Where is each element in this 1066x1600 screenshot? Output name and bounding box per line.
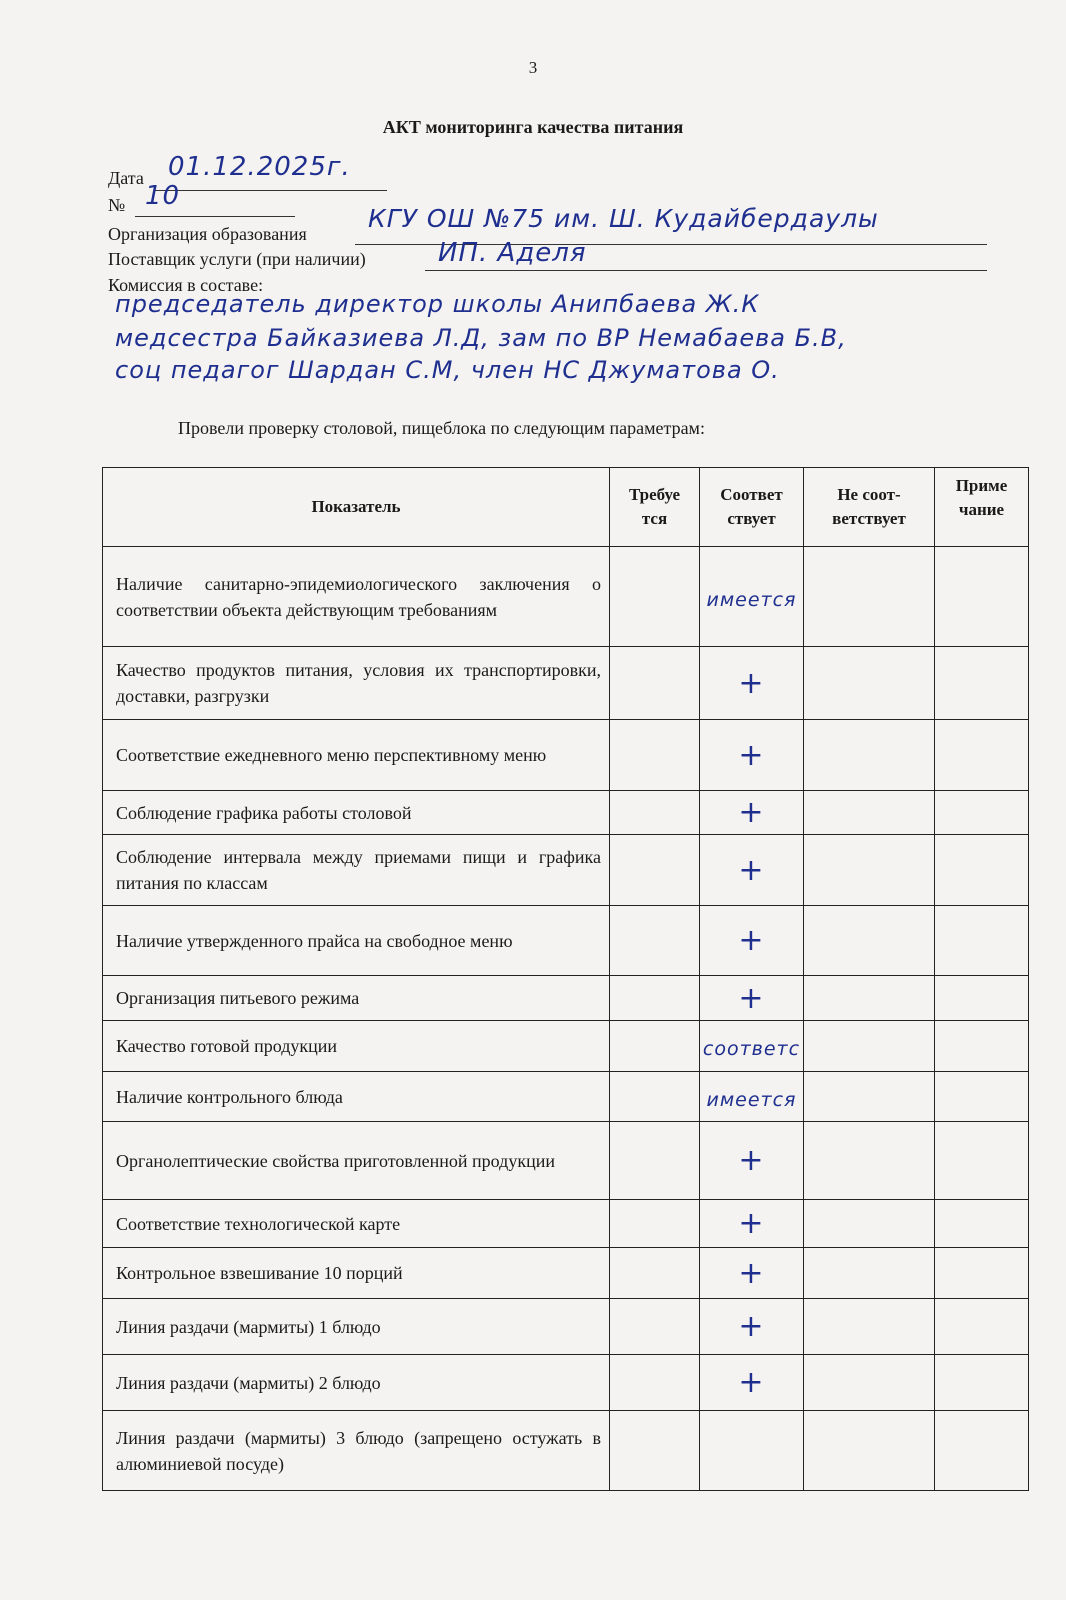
table-header-row xyxy=(103,468,1029,547)
compliant-mark: имеется xyxy=(706,588,797,611)
indicator-cell: Наличие контрольного блюда xyxy=(103,1072,610,1122)
table-row xyxy=(103,1021,1029,1072)
note-cell xyxy=(935,976,1029,1021)
number-underline xyxy=(135,216,295,217)
indicator-cell: Соблюдение графика работы столовой xyxy=(103,791,610,835)
compliant-cell xyxy=(700,1299,804,1355)
table-row xyxy=(103,791,1029,835)
inspection-table xyxy=(102,467,1029,1491)
noncompliant-cell xyxy=(804,1411,935,1491)
compliant-cell xyxy=(700,1355,804,1411)
required-cell xyxy=(610,720,700,791)
supplier-label: Поставщик услуги (при наличии) xyxy=(108,249,366,269)
compliant-mark: имеется xyxy=(706,1088,797,1111)
noncompliant-cell xyxy=(804,1072,935,1122)
indicator-cell: Контрольное взвешивание 10 порций xyxy=(103,1248,610,1299)
required-cell xyxy=(610,1122,700,1200)
compliant-mark: + xyxy=(738,1365,765,1400)
required-cell xyxy=(610,1072,700,1122)
indicator-cell: Наличие санитарно-эпидемиологического заключения о соответствии объекта действующим требованиям xyxy=(103,547,610,647)
noncompliant-cell xyxy=(804,1248,935,1299)
required-cell xyxy=(610,647,700,720)
note-cell xyxy=(935,720,1029,791)
indicator-cell: Линия раздачи (мармиты) 2 блюдо xyxy=(103,1355,610,1411)
note-cell xyxy=(935,1021,1029,1072)
indicator-cell: Линия раздачи (мармиты) 1 блюдо xyxy=(103,1299,610,1355)
compliant-mark: + xyxy=(738,737,765,773)
noncompliant-cell xyxy=(804,720,935,791)
supplier-underline xyxy=(425,270,987,271)
note-cell xyxy=(935,647,1029,720)
table-row xyxy=(103,1248,1029,1299)
header-noncompliant: Не соот- ветствует xyxy=(804,468,935,547)
table-row xyxy=(103,1355,1029,1411)
compliant-cell xyxy=(700,1122,804,1200)
note-cell xyxy=(935,906,1029,976)
note-cell xyxy=(935,1200,1029,1248)
number-value: 10 xyxy=(145,181,181,211)
indicator-cell: Органолептические свойства приготовленной продукции xyxy=(103,1122,610,1200)
compliant-mark: + xyxy=(738,1309,765,1344)
commission-line-2: медсестра Байказиева Л.Д, зам по ВР Немабаева Б.В, xyxy=(115,324,847,352)
table-row xyxy=(103,1200,1029,1248)
noncompliant-cell xyxy=(804,647,935,720)
compliant-cell xyxy=(700,1072,804,1122)
compliant-cell xyxy=(700,1248,804,1299)
compliant-mark: соответс xyxy=(702,1038,801,1060)
required-cell xyxy=(610,1411,700,1491)
compliant-mark: + xyxy=(738,1255,765,1291)
indicator-cell: Линия раздачи (мармиты) 3 блюдо (запрещено остужать в алюминиевой посуде) xyxy=(103,1411,610,1491)
note-cell xyxy=(935,1355,1029,1411)
compliant-cell xyxy=(700,906,804,976)
organization-value: КГУ ОШ №75 им. Ш. Кудайбердаулы xyxy=(368,204,879,233)
compliant-cell xyxy=(700,547,804,647)
table-row xyxy=(103,547,1029,647)
note-cell xyxy=(935,1299,1029,1355)
compliant-cell xyxy=(700,1411,804,1491)
header-compliant: Соответ ствует xyxy=(700,468,804,547)
compliant-mark: + xyxy=(738,1206,765,1241)
date-value: 01.12.2025г. xyxy=(168,152,351,182)
required-cell xyxy=(610,835,700,906)
noncompliant-cell xyxy=(804,1299,935,1355)
table-row xyxy=(103,1411,1029,1491)
table-row xyxy=(103,647,1029,720)
compliant-mark: + xyxy=(738,980,765,1016)
note-cell xyxy=(935,1122,1029,1200)
table-row xyxy=(103,1122,1029,1200)
compliant-cell xyxy=(700,976,804,1021)
commission-line-1: председатель директор школы Анипбаева Ж.К xyxy=(115,290,760,318)
noncompliant-cell xyxy=(804,835,935,906)
document-title: АКТ мониторинга качества питания xyxy=(382,117,684,137)
required-cell xyxy=(610,1299,700,1355)
indicator-cell: Соответствие ежедневного меню перспективному меню xyxy=(103,720,610,791)
note-cell xyxy=(935,1072,1029,1122)
note-cell xyxy=(935,1248,1029,1299)
compliant-cell xyxy=(700,1021,804,1072)
table-row xyxy=(103,976,1029,1021)
table-row xyxy=(103,835,1029,906)
note-cell xyxy=(935,791,1029,835)
table-row xyxy=(103,906,1029,976)
required-cell xyxy=(610,791,700,835)
indicator-cell: Качество продуктов питания, условия их транспортировки, доставки, разгрузки xyxy=(103,647,610,720)
compliant-cell xyxy=(700,835,804,906)
indicator-cell: Качество готовой продукции xyxy=(103,1021,610,1072)
noncompliant-cell xyxy=(804,1355,935,1411)
note-cell xyxy=(935,1411,1029,1491)
date-underline xyxy=(155,190,387,191)
compliant-cell xyxy=(700,647,804,720)
required-cell xyxy=(610,1200,700,1248)
compliant-mark: + xyxy=(738,665,765,701)
indicator-cell: Организация питьевого режима xyxy=(103,976,610,1021)
note-cell xyxy=(935,547,1029,647)
noncompliant-cell xyxy=(804,1200,935,1248)
date-label: Дата xyxy=(108,168,144,188)
required-cell xyxy=(610,906,700,976)
indicator-cell: Соответствие технологической карте xyxy=(103,1200,610,1248)
intro-text: Провели проверку столовой, пищеблока по следующим параметрам: xyxy=(178,418,705,438)
compliant-cell xyxy=(700,791,804,835)
number-label: № xyxy=(108,195,126,215)
noncompliant-cell xyxy=(804,906,935,976)
noncompliant-cell xyxy=(804,791,935,835)
page-number: 3 xyxy=(528,58,538,77)
organization-label: Организация образования xyxy=(108,224,307,244)
noncompliant-cell xyxy=(804,1021,935,1072)
header-indicator: Показатель xyxy=(103,468,610,547)
note-cell xyxy=(935,835,1029,906)
noncompliant-cell xyxy=(804,547,935,647)
compliant-cell xyxy=(700,1200,804,1248)
compliant-cell xyxy=(700,720,804,791)
indicator-cell: Наличие утвержденного прайса на свободное меню xyxy=(103,906,610,976)
compliant-mark: + xyxy=(738,852,765,888)
compliant-mark: + xyxy=(738,795,765,830)
compliant-mark: + xyxy=(738,1143,765,1178)
table-row xyxy=(103,720,1029,791)
required-cell xyxy=(610,1248,700,1299)
compliant-mark: + xyxy=(738,923,765,958)
required-cell xyxy=(610,547,700,647)
noncompliant-cell xyxy=(804,1122,935,1200)
required-cell xyxy=(610,976,700,1021)
table-row xyxy=(103,1299,1029,1355)
supplier-value: ИП. Аделя xyxy=(438,238,587,268)
commission-line-3: соц педагог Шардан С.М, член НС Джуматова О. xyxy=(115,356,780,384)
required-cell xyxy=(610,1355,700,1411)
header-note: Приме чание xyxy=(935,468,1029,547)
commission-label: Комиссия в составе: xyxy=(108,275,264,295)
header-required: Требуе тся xyxy=(610,468,700,547)
indicator-cell: Соблюдение интервала между приемами пищи и графика питания по классам xyxy=(103,835,610,906)
table-row xyxy=(103,1072,1029,1122)
noncompliant-cell xyxy=(804,976,935,1021)
required-cell xyxy=(610,1021,700,1072)
